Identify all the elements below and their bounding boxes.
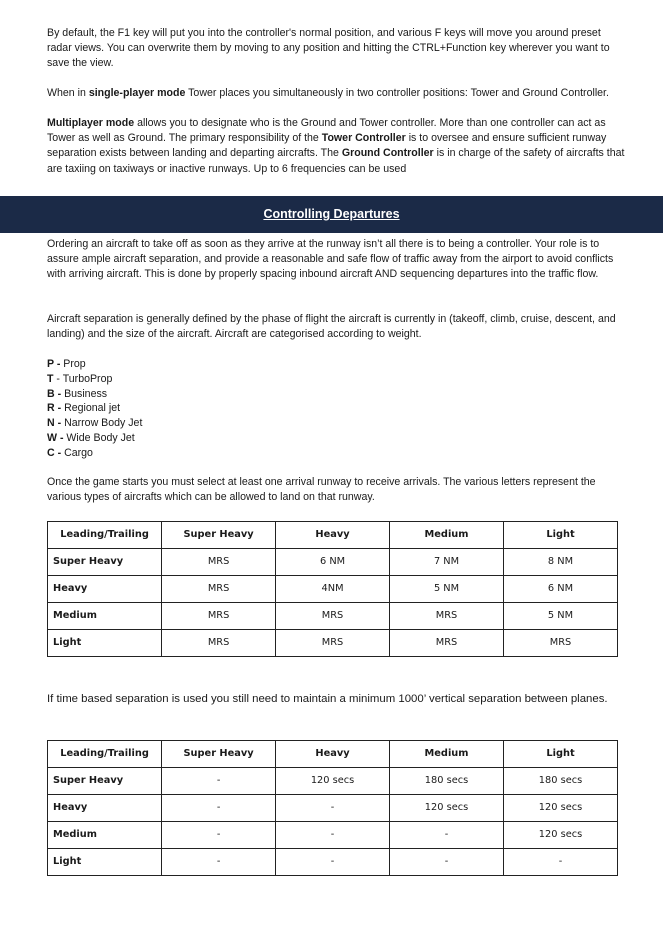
column-header: Light — [504, 522, 618, 549]
list-item — [47, 431, 447, 446]
category-code: C - — [47, 446, 65, 459]
category-name: Narrow Body Jet — [64, 417, 143, 430]
table-row — [48, 603, 618, 630]
table-cell: 4NM — [276, 576, 390, 603]
text-run: When in — [47, 87, 89, 99]
table-cell: 5 NM — [504, 603, 618, 630]
table-cell: MRS — [276, 630, 390, 657]
column-header: Heavy — [276, 741, 390, 768]
row-header: Heavy — [48, 576, 162, 603]
list-item — [47, 446, 447, 461]
table-row — [48, 822, 618, 849]
column-header: Leading/Trailing — [48, 522, 162, 549]
table-cell: 120 secs — [390, 795, 504, 822]
intro-paragraph-f-keys: By default, the F1 key will put you into the controller's normal position, and various F keys will move you around preset radar views. You can overwrite them by moving to any position and hitting the CTRL+Function key wherever you want to save the view. — [47, 27, 610, 70]
table-cell: - — [276, 795, 390, 822]
table-cell: 6 NM — [276, 549, 390, 576]
departures-paragraph-arrival-runway: Once the game starts you must select at least one arrival runway to receive arrivals. The various letters represent the various types of aircrafts which can be allowed to land on that runway. — [47, 476, 596, 504]
row-header: Heavy — [48, 795, 162, 822]
intro-paragraph-multiplayer — [47, 116, 627, 177]
table-header-row — [48, 741, 618, 768]
table-cell: 8 NM — [504, 549, 618, 576]
table-cell: MRS — [504, 630, 618, 657]
bold-single-player-mode: single-player mode — [88, 87, 186, 99]
table-row — [48, 795, 618, 822]
section-title: Controlling Departures — [263, 206, 400, 221]
category-name: Business — [64, 387, 108, 400]
table-cell: MRS — [162, 603, 276, 630]
text-run: is to oversee and ensure sufficient runway separation exists between landing and departing aircrafts. The — [47, 132, 607, 160]
list-item — [47, 372, 447, 387]
text-run: is in charge of the safety of aircrafts that are taxiing on taxiways or inactive runways. Up to 6 frequencies can be used — [47, 147, 625, 175]
category-name: Regional jet — [64, 402, 121, 415]
category-code: W - — [47, 431, 67, 444]
list-item — [47, 401, 447, 416]
table-cell: MRS — [276, 603, 390, 630]
column-header: Light — [504, 741, 618, 768]
section-header-band — [0, 196, 663, 233]
text-run: allows you to designate who is the Ground and Tower controller. More than one controller can act as Tower as well as Ground. The primary responsibility of the — [47, 117, 606, 145]
table-cell: - — [390, 822, 504, 849]
time-separation-table — [47, 740, 618, 876]
table-cell: 180 secs — [390, 768, 504, 795]
table-cell: 6 NM — [504, 576, 618, 603]
table-cell: 5 NM — [390, 576, 504, 603]
aircraft-category-list — [47, 357, 447, 461]
table-cell: - — [162, 795, 276, 822]
row-header: Light — [48, 849, 162, 876]
category-name: Wide Body Jet — [66, 431, 135, 444]
table-cell: 180 secs — [504, 768, 618, 795]
column-header: Leading/Trailing — [48, 741, 162, 768]
table-cell: - — [162, 822, 276, 849]
row-header: Super Heavy — [48, 768, 162, 795]
distance-separation-table — [47, 521, 618, 657]
table-cell: - — [390, 849, 504, 876]
column-header: Super Heavy — [162, 741, 276, 768]
bold-ground-controller: Ground Controller — [341, 147, 434, 160]
table-cell: MRS — [162, 576, 276, 603]
time-separation-paragraph: If time based separation is used you still need to maintain a minimum 1000’ vertical separation between planes. — [47, 693, 608, 705]
category-code: B - — [47, 387, 65, 400]
table-cell: MRS — [390, 630, 504, 657]
table-cell: 120 secs — [504, 822, 618, 849]
table-row — [48, 549, 618, 576]
table-cell: 120 secs — [276, 768, 390, 795]
table-cell: - — [162, 849, 276, 876]
table-cell: - — [504, 849, 618, 876]
table-cell: 120 secs — [504, 795, 618, 822]
list-item — [47, 416, 447, 431]
text-run: Tower places you simultaneously in two controller positions: Tower and Ground Controller. — [185, 87, 609, 99]
category-code: P - — [47, 358, 64, 370]
column-header: Super Heavy — [162, 522, 276, 549]
column-header: Medium — [390, 741, 504, 768]
bold-multiplayer-mode: Multiplayer mode — [47, 117, 135, 129]
category-code: T — [47, 372, 54, 385]
bold-tower-controller: Tower Controller — [321, 132, 406, 145]
table-cell: - — [276, 822, 390, 849]
table-cell: MRS — [162, 549, 276, 576]
column-header: Medium — [390, 522, 504, 549]
category-code: R - — [47, 402, 65, 415]
table-cell: - — [162, 768, 276, 795]
category-name: Prop — [63, 358, 86, 370]
table-cell: MRS — [162, 630, 276, 657]
column-header: Heavy — [276, 522, 390, 549]
table-row — [48, 630, 618, 657]
row-header: Medium — [48, 603, 162, 630]
category-name: Cargo — [64, 446, 93, 459]
table-cell: - — [276, 849, 390, 876]
list-item — [47, 387, 447, 402]
table-row — [48, 576, 618, 603]
row-header: Super Heavy — [48, 549, 162, 576]
table-header-row — [48, 522, 618, 549]
table-cell: 7 NM — [390, 549, 504, 576]
category-code: N - — [47, 417, 65, 430]
departures-paragraph-separation: Aircraft separation is generally defined by the phase of flight the aircraft is currently in (takeoff, climb, cruise, descent, and landing) and the size of the aircraft. Aircraft are categorised according to weight. — [47, 313, 616, 341]
row-header: Light — [48, 630, 162, 657]
list-item — [47, 357, 447, 372]
intro-paragraph-single-player — [47, 86, 627, 101]
table-row — [48, 768, 618, 795]
row-header: Medium — [48, 822, 162, 849]
table-cell: MRS — [390, 603, 504, 630]
category-name: - TurboProp — [53, 372, 113, 385]
table-row — [48, 849, 618, 876]
departures-paragraph-role: Ordering an aircraft to take off as soon as they arrive at the runway isn’t all there is to being a controller. Your role is to assure ample aircraft separation, and provide a reasonable and safe flow of traffic away from the airport to avoid conflicts with arriving aircraft. This is done by properly spacing inbound aircraft AND sequencing departures into the traffic flow. — [47, 238, 614, 281]
